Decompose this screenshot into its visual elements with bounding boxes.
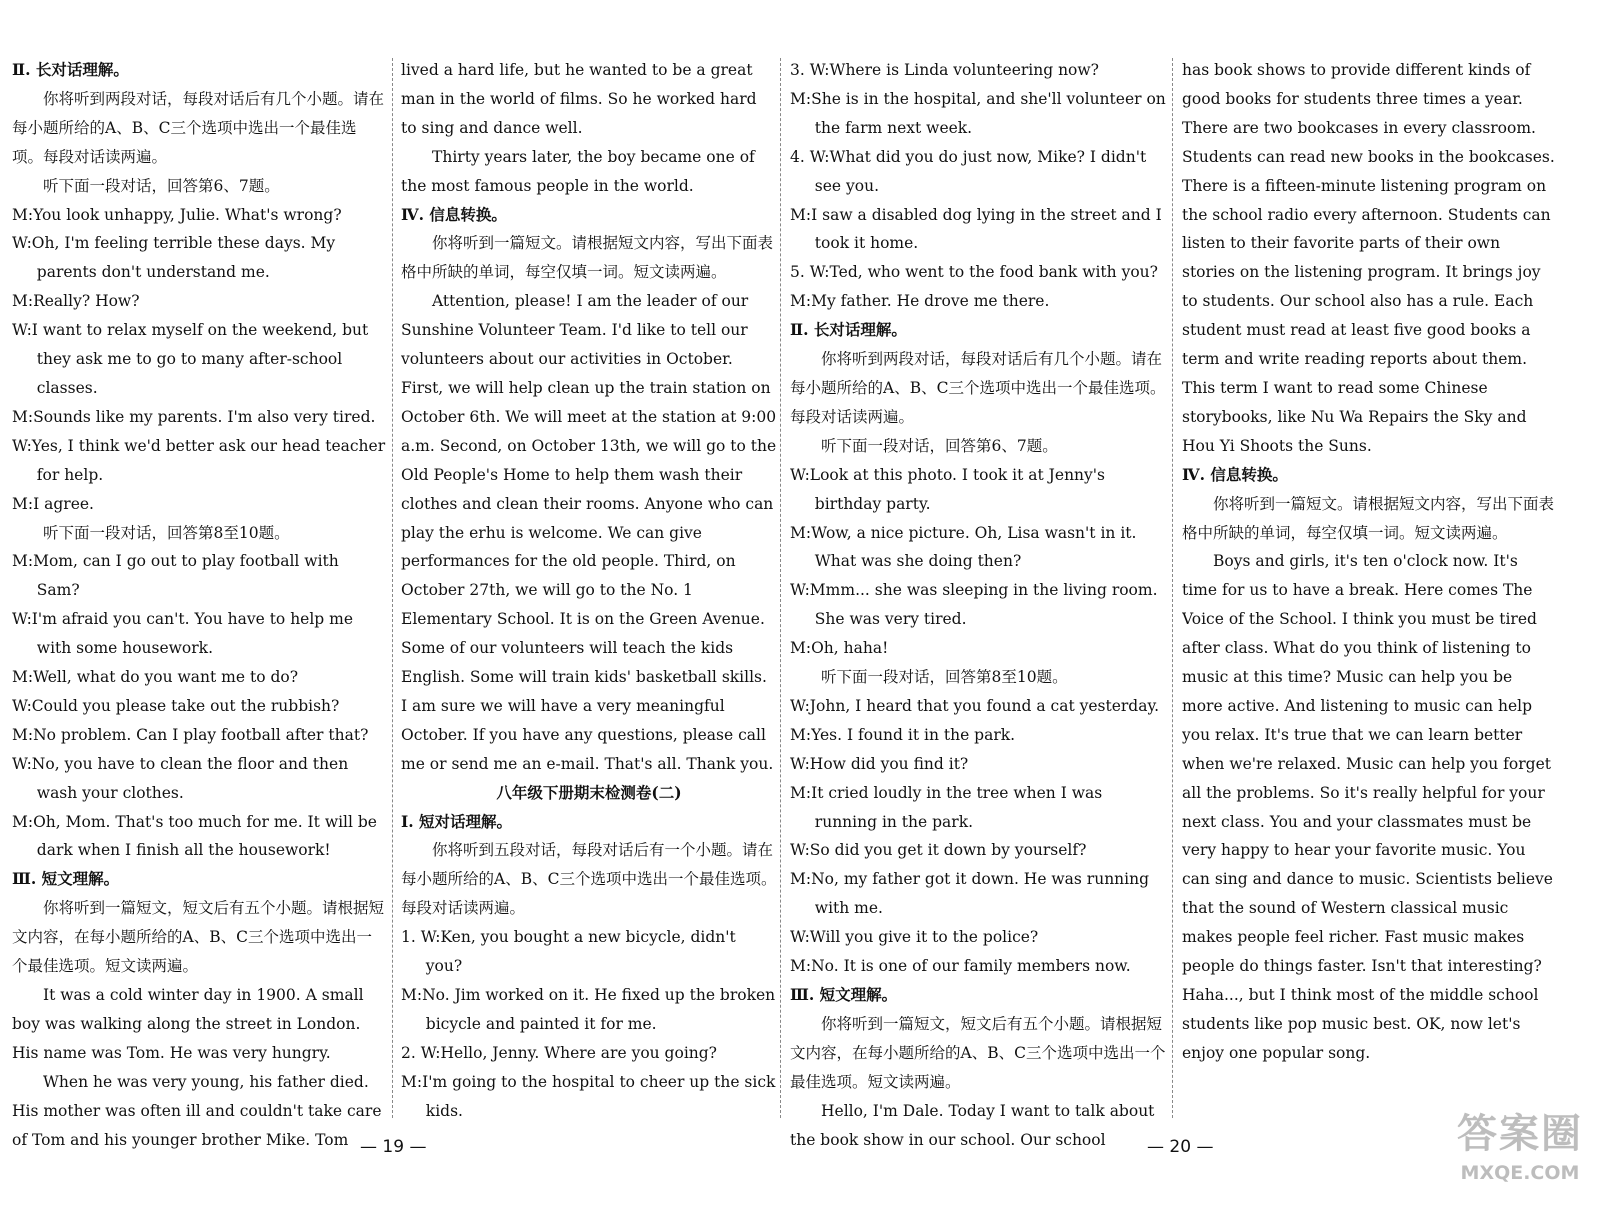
dialogue-line: W:So did you get it down by yourself? (790, 841, 1087, 860)
column-divider (1172, 58, 1173, 1118)
paragraph: When he was very young, his father died. His mother was often ill and couldn't take care of Tom and his younger brother Mike. Tom (12, 1072, 382, 1149)
column-divider (392, 58, 393, 1118)
dialogue-line: W:John, I heard that you found a cat yesterday. (790, 696, 1160, 715)
dialogue-line: M:No problem. Can I play football after that? (12, 725, 369, 744)
dialogue-line: M:Yes. I found it in the park. (790, 725, 1016, 744)
dialogue-reply: M:No. Jim worked on it. He fixed up the broken bicycle and painted it for me. (401, 986, 776, 1033)
column-3 (790, 56, 1167, 1152)
dialogue-line: M:No, my father got it down. He was running with me. (790, 870, 1150, 918)
dialogue-line: M:Wow, a nice picture. Oh, Lisa wasn't in it. What was she doing then? (790, 523, 1137, 571)
paragraph: 听下面一段对话，回答第8至10题。 (821, 668, 1068, 687)
watermark-logo (1450, 1108, 1590, 1208)
paragraph: 你将听到五段对话，每段对话后有一个小题。请在每小题所给的A、B、C三个选项中选出一个最佳选项。每段对话读两遍。 (401, 841, 777, 918)
paragraph: Hello, I'm Dale. Today I want to talk about the book show in our school. Our school (790, 1101, 1155, 1149)
dialogue-line: M:You look unhappy, Julie. What's wrong? (12, 205, 342, 224)
paragraph: 你将听到一篇短文，短文后有五个小题。请根据短文内容，在每小题所给的A、B、C三个选项中选出一个最佳选项。短文读两遍。 (790, 1014, 1166, 1091)
paragraph: 你将听到两段对话，每段对话后有几个小题。请在每小题所给的A、B、C三个选项中选出一个最佳选项。每段对话读两遍。 (790, 350, 1166, 426)
paragraph: Thirty years later, the boy became one of the most famous people in the world. (401, 147, 755, 195)
section-heading: Ⅱ. 长对话理解。 (790, 320, 907, 340)
dialogue-line: W:Will you give it to the police? (790, 928, 1039, 947)
paragraph: Boys and girls, it's ten o'clock now. It's time for us to have a break. Here comes The Voice of the School. I think you must be tired after class. What do you think of listening to music at this time? Music can help you be more active. And listening to music can help you relax. It's true that we can learn better when we're relaxed. Music can help you forget all the problems. So it's really helpful for your next class. You and your classmates must be very happy to hear your favorite music. You can sing and dance to music. Scientists believe that the sound of Western classical music makes people feel richer. Fast music makes people do things faster. Isn't that interesting? Haha..., but I think most of the middle school students like pop music best. OK, now let's enjoy one popular song. (1182, 552, 1553, 1062)
section-heading: Ⅲ. 短文理解。 (12, 869, 120, 889)
watermark-text: 答案圈 (1457, 1111, 1583, 1157)
dialogue-line: W:Could you please take out the rubbish? (12, 696, 340, 715)
dialogue-line: M:Well, what do you want me to do? (12, 668, 299, 687)
dialogue-line: M:Oh, Mom. That's too much for me. It will be dark when I finish all the housework! (12, 812, 377, 860)
column-1 (12, 56, 386, 1152)
paragraph: Attention, please! I am the leader of our Sunshine Volunteer Team. I'd like to tell our volunteers about our activities in October. First, we will help clean up the train station on October 6th. We will meet at the station at 9:00 a.m. Second, on October 13th, we will go to the Old People's Home to help them wash their clothes and clean their rooms. Anyone who can play the erhu is welcome. We can give performances for the old people. Third, on October 27th, we will go to the No. 1 Elementary School. It is on the Green Avenue. Some of our volunteers will teach the kids English. Some will train kids' basketball skills. I am sure we will have a very meaningful October. If you have any questions, please call me or send me an e-mail. That's all. Thank you. (401, 292, 777, 773)
paragraph: It was a cold winter day in 1900. A small boy was walking along the street in London. His name was Tom. He was very hungry. (12, 986, 364, 1062)
page-number-right: — 20 — (1147, 1137, 1214, 1157)
dialogue-line: W:I'm afraid you can't. You have to help me with some housework. (12, 610, 354, 658)
dialogue-reply: M:My father. He drove me there. (790, 292, 1050, 311)
dialogue-reply: M:I'm going to the hospital to cheer up the sick kids. (401, 1072, 776, 1120)
dialogue-line: W:Oh, I'm feeling terrible these days. My parents don't understand me. (12, 234, 336, 282)
paragraph: 你将听到一篇短文，短文后有五个小题。请根据短文内容，在每小题所给的A、B、C三个选项中选出一个最佳选项。短文读两遍。 (12, 899, 385, 976)
paragraph: has book shows to provide different kinds of good books for students three times a year. There are two bookcases in every classroom. Students can read new books in the bookcases. There is a fifteen-minute listening program on the school radio every afternoon. Students can listen to their favorite parts of their own stories on the listening program. It brings joy to students. Our school also has a rule. Each student must read at least five good books a term and write reading reports about them. This term I want to read some Chinese storybooks, like Nu Wa Repairs the Sky and Hou Yi Shoots the Suns. (1182, 61, 1555, 455)
dialogue-line: M:Sounds like my parents. I'm also very tired. (12, 407, 376, 426)
dialogue-line: 2. W:Hello, Jenny. Where are you going? (401, 1043, 717, 1062)
watermark-domain: MXQE.COM (1460, 1162, 1580, 1184)
dialogue-line: W:I want to relax myself on the weekend, but they ask me to go to many after-school classes. (12, 321, 369, 397)
dialogue-reply: M:I saw a disabled dog lying in the street and I took it home. (790, 205, 1162, 253)
dialogue-line: M:Really? How? (12, 292, 140, 311)
paragraph: 你将听到一篇短文。请根据短文内容，写出下面表格中所缺的单词，每空仅填一词。短文读两遍。 (401, 234, 774, 282)
dialogue-line: 5. W:Ted, who went to the food bank with you? (790, 263, 1158, 282)
paragraph: 你将听到一篇短文。请根据短文内容，写出下面表格中所缺的单词，每空仅填一词。短文读两遍。 (1182, 494, 1555, 542)
section-heading: Ⅱ. 长对话理解。 (12, 60, 129, 79)
section-heading: Ⅳ. 信息转换。 (401, 204, 507, 224)
section-heading: Ⅰ. 短对话理解。 (401, 811, 513, 831)
dialogue-line: 1. W:Ken, you bought a new bicycle, didn't you? (401, 928, 736, 976)
dialogue-line: W:Mmm... she was sleeping in the living room. She was very tired. (790, 581, 1158, 629)
dialogue-line: M:Oh, haha! (790, 639, 889, 658)
paragraph: 听下面一段对话，回答第6、7题。 (821, 436, 1058, 455)
dialogue-line: W:No, you have to clean the floor and then wash your clothes. (12, 754, 349, 802)
page-divider (780, 58, 781, 1118)
dialogue-line: M:Mom, can I go out to play football with Sam? (12, 552, 339, 600)
test-title: 八年级下册期末检测卷(二) (496, 782, 682, 802)
dialogue-reply: M:She is in the hospital, and she'll volunteer on the farm next week. (790, 89, 1166, 137)
dialogue-line: M:It cried loudly in the tree when I was running in the park. (790, 783, 1103, 831)
section-heading: Ⅳ. 信息转换。 (1182, 464, 1288, 484)
paragraph: 你将听到两段对话，每段对话后有几个小题。请在每小题所给的A、B、C三个选项中选出一个最佳选项。每段对话读两遍。 (12, 89, 385, 166)
paragraph: 听下面一段对话，回答第8至10题。 (43, 523, 290, 542)
paragraph: lived a hard life, but he wanted to be a great man in the world of films. So he worked hard to sing and dance well. (401, 61, 757, 137)
dialogue-line: 4. W:What did you do just now, Mike? I didn't see you. (790, 147, 1147, 195)
dialogue-line: 3. W:Where is Linda volunteering now? (790, 61, 1099, 79)
dialogue-line: W:Yes, I think we'd better ask our head teacher for help. (12, 436, 386, 484)
dialogue-line: M:No. It is one of our family members now. (790, 957, 1131, 976)
page-number-left: — 19 — (360, 1137, 427, 1157)
paragraph: 听下面一段对话，回答第6、7题。 (43, 176, 280, 195)
column-4 (1182, 56, 1557, 1152)
dialogue-line: M:I agree. (12, 494, 94, 513)
section-heading: Ⅲ. 短文理解。 (790, 985, 898, 1004)
dialogue-line: W:How did you find it? (790, 754, 969, 773)
dialogue-line: W:Look at this photo. I took it at Jenny's birthday party. (790, 465, 1106, 513)
column-2 (401, 56, 777, 1152)
